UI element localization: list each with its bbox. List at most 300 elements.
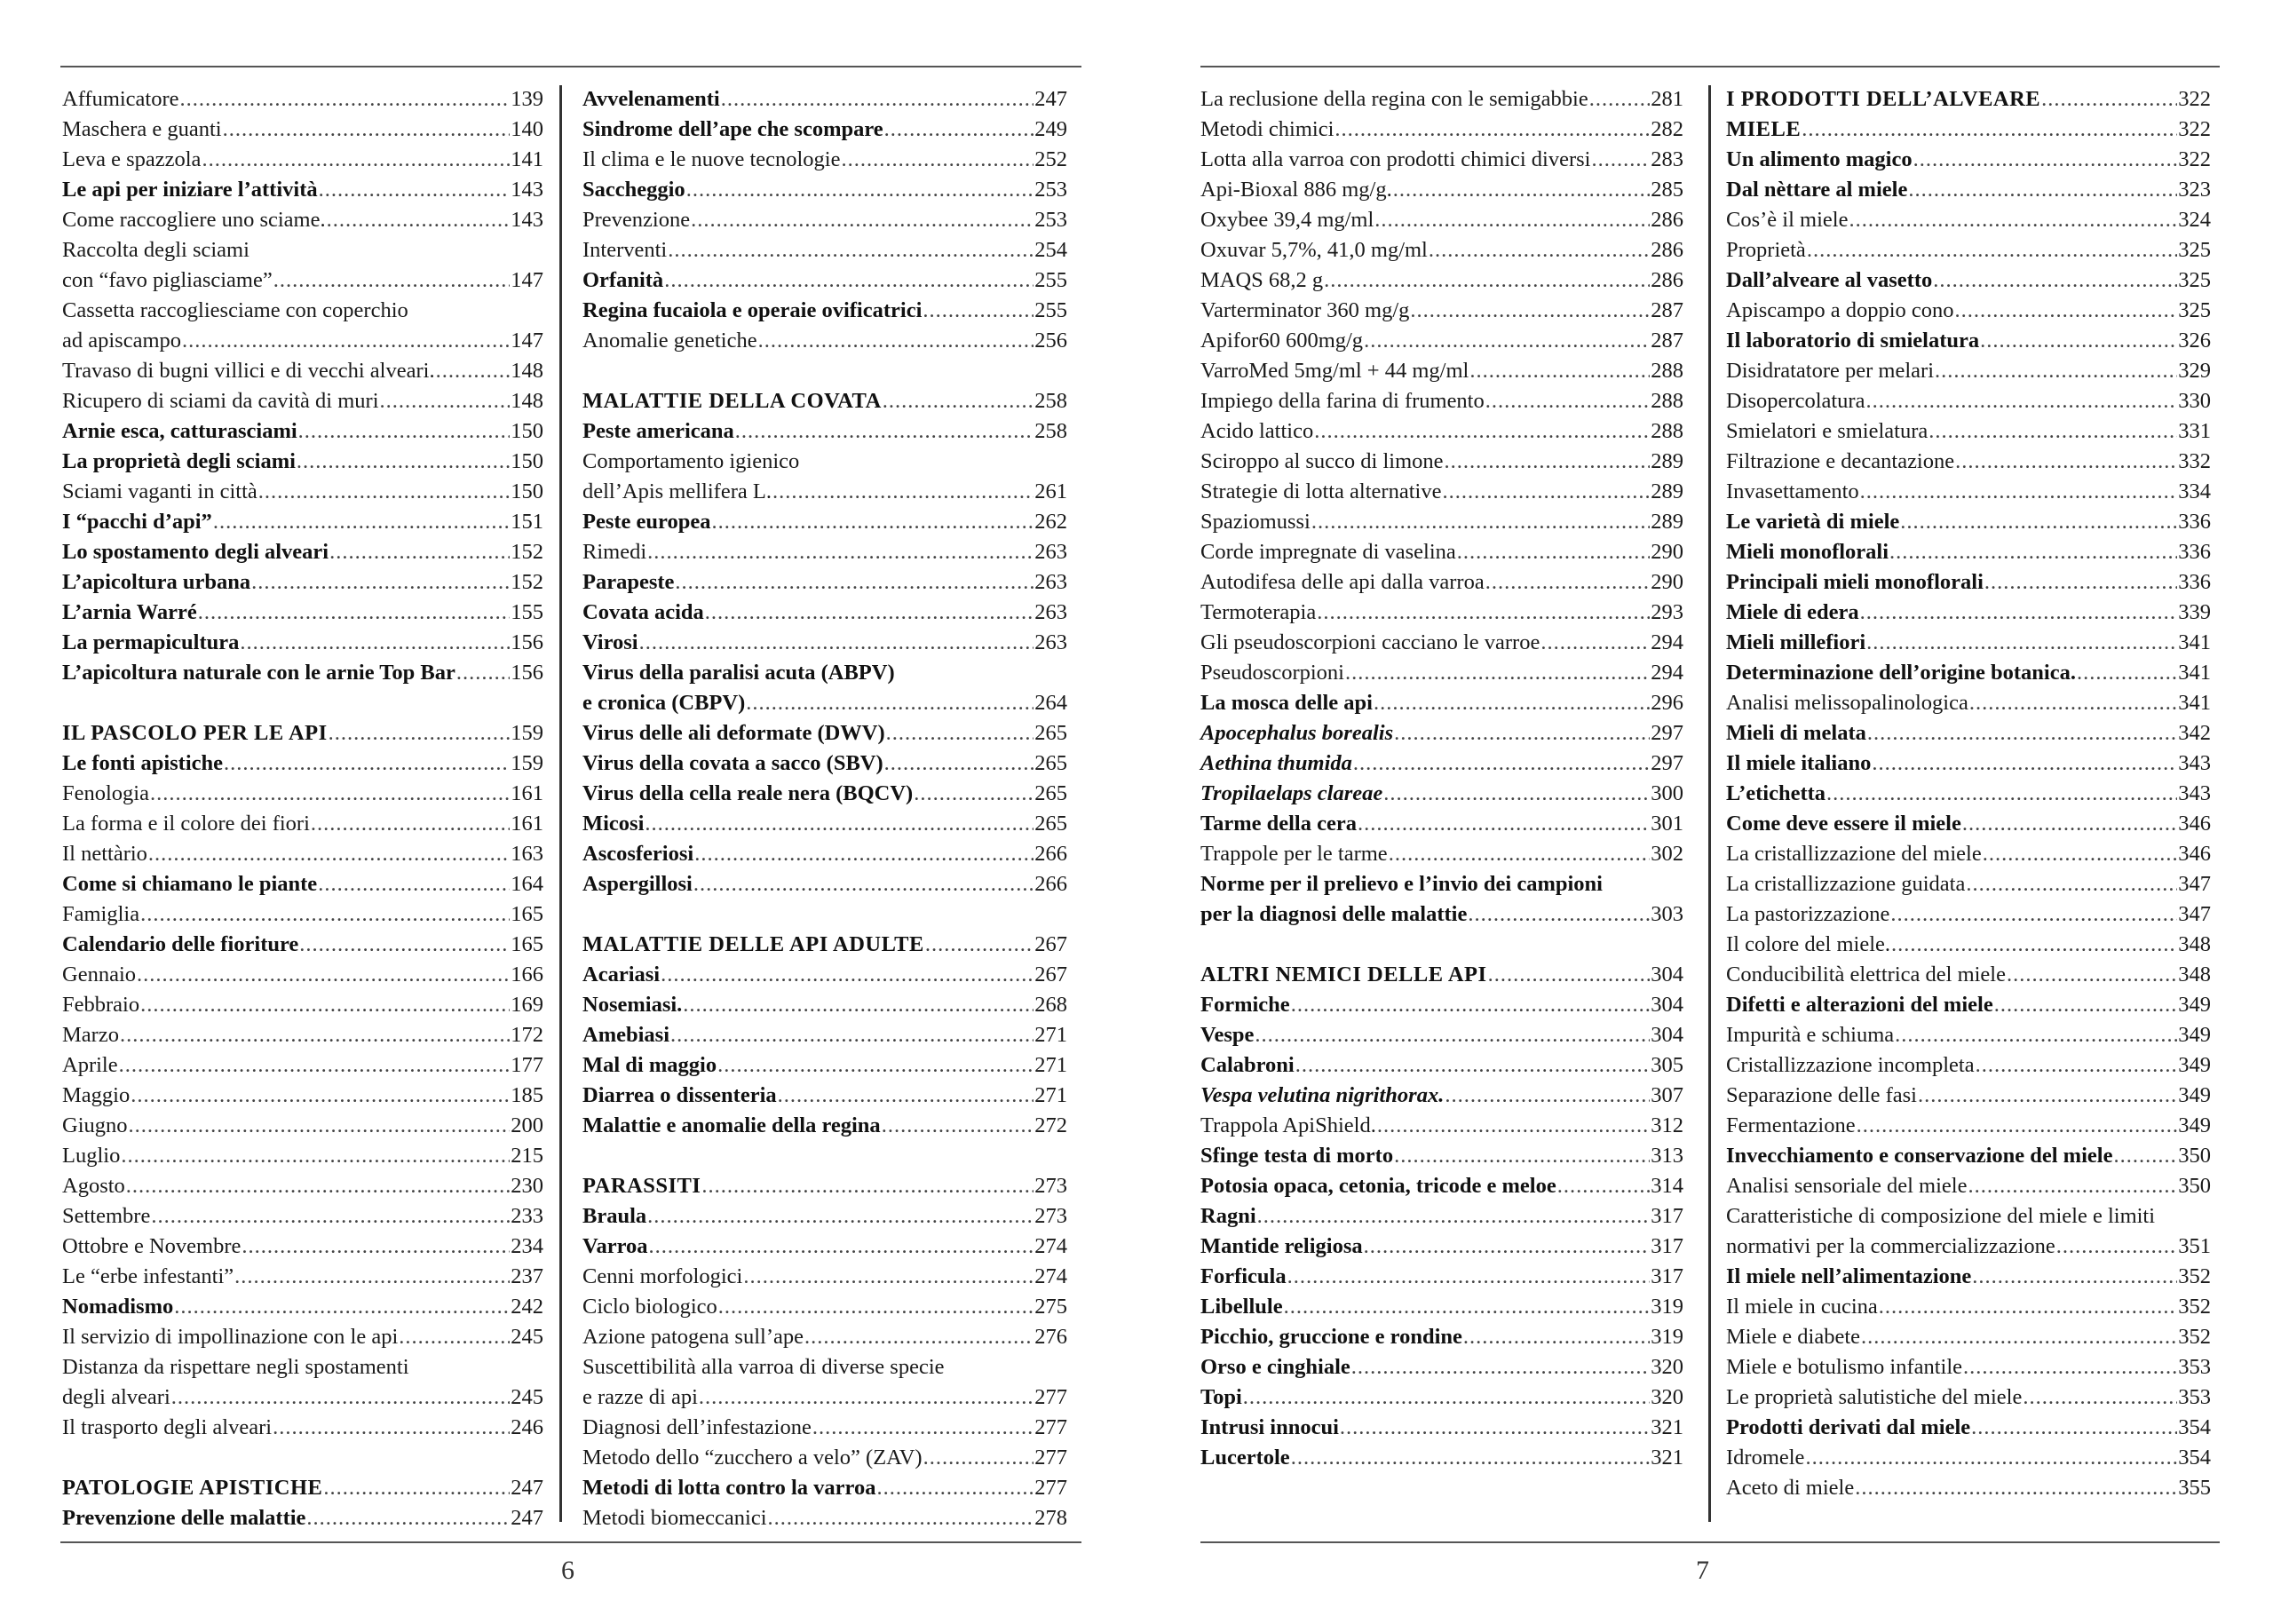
toc-leader-dots <box>1377 1111 1650 1141</box>
toc-page-number: 155 <box>511 600 543 624</box>
toc-leader-dots <box>1374 205 1650 235</box>
toc-leader-dots <box>1861 1322 2177 1352</box>
toc-entry-title: Regina fucaiola e operaie ovificatrici <box>582 298 923 322</box>
toc-entry-title: Disopercolatura <box>1726 389 1865 413</box>
toc-page-number: 349 <box>2178 1113 2211 1137</box>
toc-leader-dots <box>664 265 1034 296</box>
toc-leader-dots <box>223 115 511 145</box>
toc-leader-dots <box>1855 1473 2177 1503</box>
toc-page-number: 336 <box>2178 540 2211 564</box>
toc-leader-dots <box>1317 598 1650 628</box>
toc-entry <box>62 84 543 115</box>
toc-page-number: 305 <box>1651 1053 1683 1077</box>
toc-entry-title: Mal di maggio <box>582 1053 717 1077</box>
toc-leader-dots <box>1971 1413 2177 1443</box>
toc-entry-title: Un alimento magico <box>1726 147 1913 171</box>
toc-entry <box>62 1081 543 1111</box>
toc-entry <box>1726 658 2211 688</box>
toc-entry-title: Picchio, gruccione e rondine <box>1200 1325 1462 1349</box>
toc-page-number: 317 <box>1651 1204 1683 1228</box>
toc-entry <box>1726 1413 2211 1443</box>
toc-page-number: 319 <box>1651 1295 1683 1319</box>
toc-entry <box>1200 899 1683 930</box>
column-divider <box>559 85 562 1522</box>
toc-page-number: 304 <box>1651 993 1683 1017</box>
toc-page-number: 256 <box>1034 329 1067 353</box>
toc-entry <box>1200 386 1683 416</box>
toc-entry <box>1200 990 1683 1020</box>
toc-leader-dots <box>1334 115 1650 145</box>
toc-entry <box>1200 326 1683 356</box>
toc-entry <box>582 1232 1067 1262</box>
toc-entry-title: Ragni <box>1200 1204 1256 1228</box>
toc-entry <box>1200 1111 1683 1141</box>
toc-entry <box>1726 265 2211 296</box>
toc-entry-title: Acido lattico <box>1200 419 1314 443</box>
toc-leader-dots <box>126 1171 510 1201</box>
toc-page-number: 304 <box>1651 1023 1683 1047</box>
toc-leader-dots <box>1807 235 2177 265</box>
toc-entry <box>1200 809 1683 839</box>
toc-page-number: 271 <box>1034 1023 1067 1047</box>
toc-entry-title: Le “erbe infestanti” <box>62 1264 234 1288</box>
toc-entry <box>1726 477 2211 507</box>
toc-page-number: 143 <box>511 208 543 232</box>
toc-leader-dots <box>148 839 510 869</box>
toc-entry-title: PARASSITI <box>582 1174 701 1198</box>
toc-page-number: 266 <box>1034 872 1067 896</box>
toc-page-number: 150 <box>511 449 543 473</box>
toc-leader-dots <box>647 1201 1034 1232</box>
toc-leader-dots <box>1442 477 1650 507</box>
toc-entry <box>62 567 543 598</box>
toc-entry <box>582 326 1067 356</box>
toc-entry-title: Varroa <box>582 1234 648 1258</box>
toc-entry <box>62 779 543 809</box>
toc-leader-dots <box>198 598 510 628</box>
toc-entry-title: Sindrome dell’ape che scompare <box>582 117 883 141</box>
toc-entry <box>1726 296 2211 326</box>
toc-page-number: 185 <box>511 1083 543 1107</box>
toc-entry-title: Norme per il prelievo e l’invio dei campioni <box>1200 872 1603 896</box>
toc-page-number: 264 <box>1034 691 1067 715</box>
toc-entry-title: Le fonti apistiche <box>62 751 224 775</box>
toc-leader-dots <box>202 145 510 175</box>
toc-entry-title: Covata acida <box>582 600 704 624</box>
right-page <box>1136 0 2273 1624</box>
toc-entry-title: Il miele italiano <box>1726 751 1872 775</box>
toc-entry <box>1726 809 2211 839</box>
toc-leader-dots <box>234 1262 510 1292</box>
toc-page-number: 247 <box>511 1506 543 1530</box>
toc-entry-title: con “favo pigliasciame” <box>62 268 273 292</box>
toc-entry-title: La cristallizzazione del miele <box>1726 842 1982 866</box>
toc-entry <box>582 1081 1067 1111</box>
toc-entry <box>582 537 1067 567</box>
toc-page-number: 161 <box>511 812 543 836</box>
toc-entry-title: Varterminator 360 mg/g <box>1200 298 1410 322</box>
toc-entry-title: Trappola ApiShield. <box>1200 1113 1376 1137</box>
toc-leader-dots <box>1287 1262 1651 1292</box>
toc-leader-dots <box>711 507 1034 537</box>
toc-leader-dots <box>251 567 510 598</box>
toc-entry <box>582 779 1067 809</box>
toc-page-number: 275 <box>1034 1295 1067 1319</box>
toc-entry-title: Autodifesa delle api dalla varroa <box>1200 570 1485 594</box>
toc-entry <box>62 296 543 326</box>
toc-page-number: 274 <box>1034 1234 1067 1258</box>
toc-page-number: 265 <box>1034 751 1067 775</box>
toc-page-number: 148 <box>511 389 543 413</box>
toc-leader-dots <box>705 598 1034 628</box>
toc-entry <box>582 1413 1067 1443</box>
toc-leader-dots <box>1857 1111 2178 1141</box>
toc-entry-title: Dal nèttare al miele <box>1726 178 1908 202</box>
toc-page-number: 140 <box>511 117 543 141</box>
toc-entry <box>62 899 543 930</box>
toc-entry <box>1200 1413 1683 1443</box>
toc-leader-dots <box>1994 990 2178 1020</box>
toc-leader-dots <box>1955 296 2178 326</box>
toc-leader-dots <box>1589 84 1651 115</box>
toc-entry-title: Aprile <box>62 1053 118 1077</box>
toc-entry-title: dell’Apis mellifera L. <box>582 479 772 503</box>
toc-page-number: 353 <box>2178 1385 2211 1409</box>
toc-leader-dots <box>1389 839 1651 869</box>
toc-page-number: 323 <box>2178 178 2211 202</box>
toc-entry <box>1200 628 1683 658</box>
toc-leader-dots <box>772 477 1034 507</box>
toc-leader-dots <box>647 537 1034 567</box>
toc-leader-dots <box>150 779 510 809</box>
toc-page-number: 343 <box>2178 781 2211 805</box>
toc-page-number: 166 <box>511 963 543 986</box>
toc-entry-title: Sciroppo al succo di limone <box>1200 449 1444 473</box>
toc-entry-title: Le proprietà salutistiche del miele <box>1726 1385 2023 1409</box>
toc-page-number: 255 <box>1034 298 1067 322</box>
toc-entry <box>62 507 543 537</box>
toc-entry <box>1200 658 1683 688</box>
toc-leader-dots <box>645 809 1034 839</box>
toc-entry-title: Marzo <box>62 1023 119 1047</box>
toc-entry-title: Tarme della cera <box>1200 812 1357 836</box>
toc-entry-title: Spaziomussi <box>1200 510 1311 534</box>
toc-leader-dots <box>1955 447 2177 477</box>
toc-entry-title: Metodi di lotta contro la varroa <box>582 1476 876 1500</box>
toc-entry-title: Calendario delle fioriture <box>62 932 299 956</box>
toc-leader-dots <box>1867 718 2177 749</box>
toc-entry <box>1200 507 1683 537</box>
toc-entry <box>1200 235 1683 265</box>
toc-entry-title: Interventi <box>582 238 668 262</box>
toc-entry-title: Cassetta raccogliesciame con coperchio <box>62 298 408 322</box>
toc-entry-title: Luglio <box>62 1144 121 1168</box>
toc-entry-title: Api-Bioxal 886 mg/g. <box>1200 178 1392 202</box>
toc-entry <box>1200 1171 1683 1201</box>
toc-entry <box>582 1262 1067 1292</box>
toc-leader-dots <box>1340 1413 1650 1443</box>
toc-entry <box>1200 265 1683 296</box>
toc-entry <box>582 477 1067 507</box>
toc-entry <box>582 1111 1067 1141</box>
toc-entry <box>1200 567 1683 598</box>
toc-entry <box>1726 869 2211 899</box>
toc-leader-dots <box>1826 779 2177 809</box>
toc-leader-dots <box>758 326 1034 356</box>
toc-entry-title: MAQS 68,2 g <box>1200 268 1324 292</box>
toc-leader-dots <box>2007 960 2177 990</box>
toc-entry-title: Prevenzione <box>582 208 691 232</box>
toc-entry <box>582 598 1067 628</box>
toc-page-number: 334 <box>2178 479 2211 503</box>
toc-leader-dots <box>812 1413 1034 1443</box>
toc-entry-title: Il laboratorio di smielatura <box>1726 329 1980 353</box>
toc-entry-title: Ottobre e Novembre <box>62 1234 242 1258</box>
page-number: 6 <box>561 1556 574 1585</box>
toc-entry-title: Metodi chimici <box>1200 117 1334 141</box>
toc-page-number: 165 <box>511 932 543 956</box>
toc-page-number: 336 <box>2178 570 2211 594</box>
toc-leader-dots <box>2077 658 2177 688</box>
bottom-rule <box>1200 1541 2220 1543</box>
toc-entry <box>582 265 1067 296</box>
toc-page-number: 147 <box>511 329 543 353</box>
toc-leader-dots <box>129 1111 511 1141</box>
toc-leader-dots <box>1972 1262 2177 1292</box>
toc-page-number: 265 <box>1034 721 1067 745</box>
toc-page-number: 161 <box>511 781 543 805</box>
toc-entry-title: Ciclo biologico <box>582 1295 717 1319</box>
toc-entry <box>62 205 543 235</box>
toc-entry-title: Le varietà di miele <box>1726 510 1900 534</box>
toc-page-number: 288 <box>1651 389 1683 413</box>
toc-entry <box>62 175 543 205</box>
toc-page-number: 342 <box>2178 721 2211 745</box>
toc-leader-dots <box>319 175 511 205</box>
toc-leader-dots <box>735 416 1034 447</box>
toc-page-number: 276 <box>1034 1325 1067 1349</box>
toc-entry <box>1726 749 2211 779</box>
toc-page-number: 273 <box>1034 1174 1067 1198</box>
toc-entry <box>1726 326 2211 356</box>
toc-entry-title: I “pacchi d’api” <box>62 510 212 534</box>
toc-leader-dots <box>182 326 510 356</box>
toc-page-number: 293 <box>1651 600 1683 624</box>
toc-leader-dots <box>1243 1382 1650 1413</box>
toc-spacer <box>62 1443 543 1473</box>
toc-entry <box>1726 718 2211 749</box>
toc-leader-dots <box>1918 1081 2177 1111</box>
toc-entry-title: Avvelenamenti <box>582 87 720 111</box>
toc-page-number: 354 <box>2178 1446 2211 1470</box>
toc-leader-dots <box>1295 1050 1651 1081</box>
toc-entry <box>62 235 543 265</box>
toc-page-number: 321 <box>1651 1415 1683 1439</box>
toc-column-4 <box>1726 84 2211 1503</box>
toc-page-number: 346 <box>2178 812 2211 836</box>
toc-leader-dots <box>882 1111 1034 1141</box>
toc-page-number: 263 <box>1034 630 1067 654</box>
toc-section-heading <box>582 930 1067 960</box>
toc-page-number: 303 <box>1651 902 1683 926</box>
toc-entry <box>1726 145 2211 175</box>
toc-leader-dots <box>1463 1322 1650 1352</box>
toc-leader-dots <box>923 1443 1034 1473</box>
toc-entry <box>1726 1201 2211 1232</box>
toc-entry <box>1726 1322 2211 1352</box>
toc-entry-title: La proprietà degli sciami <box>62 449 296 473</box>
toc-entry-title: Trappole per le tarme <box>1200 842 1388 866</box>
toc-entry-title: per la diagnosi delle malattie <box>1200 902 1468 926</box>
toc-entry <box>62 930 543 960</box>
toc-leader-dots <box>120 1020 510 1050</box>
toc-entry-title: Lo spostamento degli alveari <box>62 540 329 564</box>
toc-entry <box>1726 356 2211 386</box>
toc-page-number: 258 <box>1034 419 1067 443</box>
toc-leader-dots <box>1966 869 2177 899</box>
toc-leader-dots <box>1865 386 2177 416</box>
toc-leader-dots <box>297 447 510 477</box>
toc-page-number: 215 <box>511 1144 543 1168</box>
toc-leader-dots <box>1353 749 1650 779</box>
toc-page-number: 278 <box>1034 1506 1067 1530</box>
toc-leader-dots <box>691 205 1034 235</box>
toc-entry <box>1726 779 2211 809</box>
toc-leader-dots <box>1963 1352 2177 1382</box>
toc-entry <box>62 839 543 869</box>
toc-entry-title: Apiscampo a doppio cono <box>1726 298 1954 322</box>
toc-entry-title: La pastorizzazione <box>1726 902 1890 926</box>
toc-leader-dots <box>1314 416 1650 447</box>
toc-entry <box>582 628 1067 658</box>
toc-leader-dots <box>721 84 1034 115</box>
toc-entry-title: Metodi biomeccanici <box>582 1506 767 1530</box>
toc-page-number: 350 <box>2178 1144 2211 1168</box>
toc-leader-dots <box>1872 749 2177 779</box>
toc-entry <box>582 869 1067 899</box>
toc-leader-dots <box>1291 1443 1651 1473</box>
toc-entry <box>582 718 1067 749</box>
toc-entry-title: Travaso di bugni villici e di vecchi alveari. <box>62 359 435 383</box>
toc-entry-title: L’etichetta <box>1726 781 1826 805</box>
toc-page-number: 350 <box>2178 1174 2211 1198</box>
toc-page-number: 285 <box>1651 178 1683 202</box>
toc-entry <box>62 628 543 658</box>
toc-entry <box>1726 1171 2211 1201</box>
toc-entry-title: Pseudoscorpioni <box>1200 661 1344 685</box>
toc-entry-title: Come deve essere il miele <box>1726 812 1961 836</box>
toc-entry <box>62 265 543 296</box>
toc-leader-dots <box>306 1503 510 1533</box>
toc-entry-title: Principali mieli monoflorali <box>1726 570 1984 594</box>
toc-entry-title: Prevenzione delle malattie <box>62 1506 306 1530</box>
toc-leader-dots <box>1976 1050 2178 1081</box>
toc-entry-title: Ricupero di sciami da cavità di muri <box>62 389 379 413</box>
toc-entry <box>62 356 543 386</box>
toc-entry-title: Ascosferiosi <box>582 842 694 866</box>
toc-leader-dots <box>1866 628 2177 658</box>
toc-page-number: 322 <box>2178 117 2211 141</box>
toc-page-number: 317 <box>1651 1264 1683 1288</box>
toc-page-number: 164 <box>511 872 543 896</box>
toc-page-number: 343 <box>2178 751 2211 775</box>
toc-page-number: 247 <box>1034 87 1067 111</box>
toc-entry <box>1726 537 2211 567</box>
toc-page-number: 267 <box>1034 932 1067 956</box>
toc-entry-title: L’apicoltura naturale con le arnie Top Bar <box>62 661 455 685</box>
toc-spacer <box>1200 930 1683 960</box>
toc-entry-title: Topi <box>1200 1385 1242 1409</box>
toc-section-heading <box>1200 960 1683 990</box>
toc-leader-dots <box>804 1322 1034 1352</box>
toc-page-number: 263 <box>1034 570 1067 594</box>
toc-entry-title: Gli pseudoscorpioni cacciano le varroe <box>1200 630 1540 654</box>
toc-leader-dots <box>1394 1141 1650 1171</box>
toc-page-number: 233 <box>511 1204 543 1228</box>
toc-entry <box>1200 1292 1683 1322</box>
toc-page-number: 245 <box>511 1385 543 1409</box>
toc-entry-title: Parapeste <box>582 570 675 594</box>
bottom-rule <box>60 1541 1081 1543</box>
toc-entry <box>62 1020 543 1050</box>
toc-leader-dots <box>242 1232 510 1262</box>
toc-page-number: 262 <box>1034 510 1067 534</box>
toc-entry-title: Diagnosi dell’infestazione <box>582 1415 812 1439</box>
toc-entry <box>1200 1020 1683 1050</box>
toc-page-number: 288 <box>1651 359 1683 383</box>
toc-entry <box>1726 628 2211 658</box>
toc-entry-title: Mieli millefiori <box>1726 630 1866 654</box>
toc-entry <box>1726 1081 2211 1111</box>
toc-leader-dots <box>1805 1443 2177 1473</box>
toc-leader-dots <box>639 628 1034 658</box>
toc-entry-title: Comportamento igienico <box>582 449 800 473</box>
toc-entry-title: Virus della cella reale nera (BQCV) <box>582 781 914 805</box>
toc-entry <box>1200 145 1683 175</box>
toc-page-number: 265 <box>1034 781 1067 805</box>
toc-leader-dots <box>1410 296 1650 326</box>
toc-leader-dots <box>299 930 510 960</box>
toc-leader-dots <box>1488 960 1651 990</box>
toc-page-number: 297 <box>1651 721 1683 745</box>
toc-page-number: 341 <box>2178 661 2211 685</box>
toc-entry <box>1200 1141 1683 1171</box>
toc-page-number: 152 <box>511 570 543 594</box>
toc-entry-title: L’arnia Warré <box>62 600 197 624</box>
toc-leader-dots <box>180 84 511 115</box>
toc-leader-dots <box>258 477 510 507</box>
toc-entry-title: degli alveari <box>62 1385 170 1409</box>
toc-entry <box>1726 447 2211 477</box>
toc-entry-title: Analisi sensoriale del miele <box>1726 1174 1968 1198</box>
toc-entry <box>1726 688 2211 718</box>
page-number: 7 <box>1696 1556 1709 1585</box>
toc-entry-title: Vespe <box>1200 1023 1255 1047</box>
toc-entry <box>1726 175 2211 205</box>
toc-entry <box>1726 1352 2211 1382</box>
toc-entry-title: I PRODOTTI DELL’ALVEARE <box>1726 87 2041 111</box>
toc-entry <box>62 115 543 145</box>
toc-entry <box>62 1111 543 1141</box>
toc-entry-title: Nomadismo <box>62 1295 174 1319</box>
toc-entry-title: Miele di edera <box>1726 600 1859 624</box>
toc-page-number: 272 <box>1034 1113 1067 1137</box>
toc-leader-dots <box>1374 688 1650 718</box>
toc-entry <box>1200 1322 1683 1352</box>
toc-entry <box>1200 205 1683 235</box>
toc-leader-dots <box>746 688 1034 718</box>
toc-entry-title: Suscettibilità alla varroa di diverse specie <box>582 1355 945 1379</box>
